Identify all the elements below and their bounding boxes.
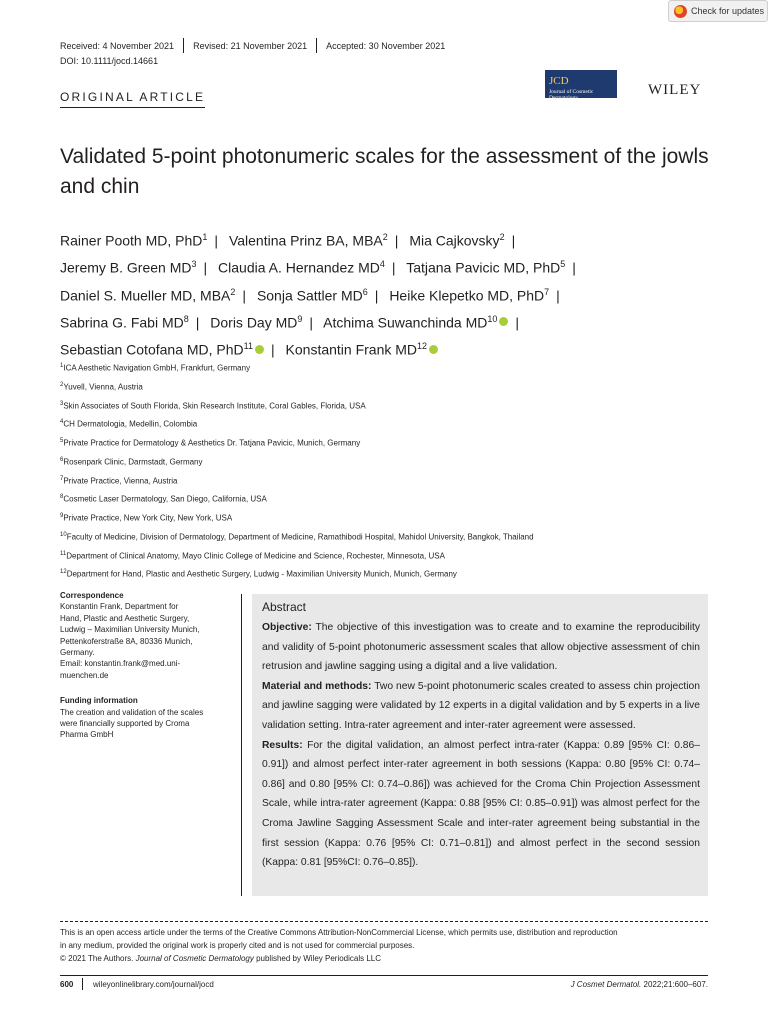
accepted-date: Accepted: 30 November 2021: [326, 40, 446, 51]
author-affiliation-marker: 7: [544, 286, 550, 297]
affiliation: [60, 546, 720, 565]
copyright-text: © 2021 The Authors.: [60, 954, 136, 963]
author-affiliation-marker: 10: [487, 313, 498, 324]
author-affiliation-marker: 11: [243, 341, 253, 351]
methods-label: Material and methods:: [262, 680, 372, 692]
affiliation-number: 12: [60, 569, 67, 576]
author: Mia Cajkovsky: [409, 232, 500, 249]
affiliation: [60, 489, 720, 508]
correspondence-line: Germany.: [60, 648, 95, 658]
affiliation-text: Department of Clinical Anatomy, Mayo Clinic College of Medicine and Science, Rochester, Minnesota, USA: [66, 551, 445, 561]
author: Rainer Pooth MD, PhD: [60, 232, 203, 249]
check-for-updates-label: Check for updates: [691, 6, 765, 16]
publisher-logo: WILEY: [648, 82, 702, 98]
license-divider: [60, 921, 708, 922]
orcid-icon[interactable]: [255, 345, 264, 354]
correspondence-line: muenchen.de: [60, 670, 109, 680]
affiliation: [60, 452, 720, 471]
affiliation-text: Private Practice, Vienna, Austria: [63, 476, 178, 486]
results-label: Results:: [262, 739, 303, 751]
author: Valentina Prinz BA, MBA: [228, 232, 383, 249]
date-divider: [183, 38, 184, 53]
author-affiliation-marker: 2: [230, 286, 236, 297]
author-list: Rainer Pooth MD, PhD$^1$ | Valentina Prinz BA, MBA$^2$ | Mia Cajkovsky$^2$ | Jeremy B. Green $MD^3$ | Claudia A. Hernandez $MD^4$ | Tatjana Pavicic MD, PhD$^5$ | Daniel S. Mueller MD, MBA$^2$ | Sonja Sattler $MD^6$ | Heike Klepetko MD, PhD$^7$ | Sabrina G. Fabi $MD^8$ | Doris Day $MD^9$ | Atchima Suwanchinda MD$^{10}$ | Sebastian Cotofana MD, PhD$^{11}$ | Konstantin Frank MD$^{12}$: [60, 232, 583, 358]
article-dates: [60, 38, 445, 53]
author-affiliation-marker: 4: [379, 259, 385, 270]
author-affiliation-marker: 6: [362, 286, 368, 297]
abstract-box: [252, 594, 708, 896]
orcid-icon[interactable]: [499, 317, 508, 326]
author: Jeremy B. Green MD: [60, 259, 192, 276]
affiliation: [60, 414, 720, 433]
revised-date: Revised: 21 November 2021: [193, 40, 308, 51]
author-affiliation-marker: 12: [417, 341, 428, 351]
affiliation: [60, 377, 720, 396]
sidebar-info: [60, 590, 235, 741]
author-affiliation-marker: 1: [202, 232, 208, 242]
author: Sonja Sattler MD: [256, 287, 363, 304]
correspondence-text: [60, 601, 235, 681]
author-affiliation-marker: 2: [499, 232, 505, 242]
affiliation: [60, 564, 720, 583]
author: Heike Klepetko MD, PhD: [389, 287, 545, 304]
objective-label: Objective:: [262, 622, 312, 633]
results-text: For the digital validation, an almost perfect intra-rater (Kappa: 0.89 [95% CI: 0.86–0.91]) and almost perfect inter-rater agreement in both sessions (Kappa: 0.80 [95% CI: 0.74–0.86] and 0.80 [95% CI: 0.74–0.86]) was achieved for the Croma Chin Projection Assessment Scale, while intra-rater agreement (Kappa: 0.88 [95% CI: 0.85–0.91]) was almost perfect for the Croma Jawline Sagging Assessment Scale and inter-rater agreement being substantial in the first session (Kappa: 0.76 [95% CI: 0.71–0.81]) and almost perfect in the second session (Kappa: 0.81 [95%CI: 0.76–0.85]).: [262, 739, 700, 869]
copyright-journal: Journal of Cosmetic Dermatology: [135, 954, 254, 963]
abstract-divider: [241, 594, 242, 896]
affiliation: [60, 358, 720, 377]
affiliation-text: Private Practice, New York City, New York, USA: [63, 513, 233, 523]
author-affiliation-marker: 5: [560, 259, 566, 270]
copyright-line: [60, 952, 710, 965]
author: Sebastian Cotofana MD, PhD: [60, 341, 244, 358]
funding-heading: Funding information: [60, 696, 138, 706]
affiliation-number: 10: [60, 531, 67, 538]
journal-logo-name: Journal of Cosmetic Dermatology: [549, 89, 594, 101]
objective-text: The objective of this investigation was to create and to examine the reproducibility and validity of 5-point photonumeric assessment scales that allow objective assessment of chin retrusion and jawline sagging using a digital and a live validation.: [262, 622, 700, 673]
author-affiliation-marker: 9: [297, 313, 303, 324]
methods-text: Two new 5-point photonumeric scales created to assess chin projection and jawline sagging were validated by 12 experts in a digital validation and by 5 experts in a live validation setting. Intra-rater agreement and inter-rater agreement were assessed.: [262, 680, 700, 731]
citation-journal: J Cosmet Dermatol.: [570, 980, 642, 989]
journal-logo: [545, 70, 617, 101]
affiliation-text: Rosenpark Clinic, Darmstadt, Germany: [63, 457, 203, 467]
funding-line: were financially supported by Croma: [60, 719, 190, 729]
license-line-2: in any medium, provided the original work is properly cited and is not used for commercial purposes.: [60, 941, 415, 950]
correspondence-line: Konstantin Frank, Department for: [60, 602, 179, 612]
abstract-results: [262, 736, 700, 873]
affiliation-list: [60, 358, 720, 583]
affiliation-number: 5: [60, 438, 64, 444]
author-affiliation-marker: 2: [382, 232, 388, 242]
article-type-label: ORIGINAL ARTICLE: [60, 90, 205, 108]
affiliation-text: ICA Aesthetic Navigation GmbH, Frankfurt, Germany: [63, 363, 251, 373]
affiliation-number: 1: [60, 363, 64, 369]
correspondence-line: Hand, Plastic and Aesthetic Surgery,: [60, 613, 190, 623]
affiliation-text: CH Dermatologia, Medellin, Colombia: [63, 419, 198, 429]
funding-line: The creation and validation of the scales: [60, 707, 204, 717]
citation: [571, 980, 708, 989]
affiliation: [60, 471, 720, 490]
correspondence-line: Email: konstantin.frank@med.uni-: [60, 659, 181, 669]
page-number-divider: [82, 978, 83, 990]
funding-line: Pharma GmbH: [60, 730, 114, 740]
journal-abbr: JCD: [549, 75, 569, 87]
funding-text: [60, 707, 235, 741]
affiliation-text: Skin Associates of South Florida, Skin Research Institute, Coral Gables, Florida, USA: [63, 401, 366, 411]
affiliation: [60, 508, 720, 527]
article-title: Validated 5-point photonumeric scales for the assessment of the jowls and chin: [60, 145, 709, 198]
author: Tatjana Pavicic MD, PhD: [406, 259, 561, 276]
affiliation-number: 8: [60, 494, 64, 501]
abstract-methods: [262, 677, 700, 736]
doi[interactable]: DOI: 10.1111/jocd.14661: [60, 56, 159, 66]
affiliation-number: 7: [60, 475, 64, 482]
author-affiliation-marker: 8: [183, 313, 189, 324]
date-divider: [316, 38, 317, 53]
check-for-updates-button[interactable]: [668, 0, 768, 22]
affiliation-number: 11: [60, 550, 67, 557]
journal-url[interactable]: wileyonlinelibrary.com/journal/jocd: [93, 980, 214, 989]
author: Claudia A. Hernandez MD: [218, 259, 380, 276]
correspondence-line: Ludwig – Maximilian University Munich,: [60, 625, 200, 635]
author: Daniel S. Mueller MD, MBA: [60, 287, 231, 304]
license-line-1: This is an open access article under the terms of the Creative Commons Attribution-NonCommercial License, which permits use, distribution and reproduction: [60, 928, 618, 937]
affiliation: [60, 396, 720, 415]
orcid-icon[interactable]: [429, 345, 438, 354]
abstract-objective: [262, 618, 700, 677]
footer-divider: [60, 975, 708, 976]
affiliation-number: 9: [60, 513, 64, 519]
affiliation-number: 3: [60, 400, 64, 407]
copyright-publisher: published by Wiley Periodicals LLC: [253, 954, 382, 963]
received-date: Received: 4 November 2021: [60, 40, 175, 51]
affiliation-text: Department for Hand, Plastic and Aesthetic Surgery, Ludwig - Maximilian University Munich, Munich, Germany: [66, 569, 457, 579]
crossmark-icon: [674, 5, 687, 18]
affiliation-number: 6: [60, 456, 64, 463]
author: Konstantin Frank MD: [285, 341, 418, 358]
affiliation-text: Private Practice for Dermatology & Aesthetics Dr. Tatjana Pavicic, Munich, Germany: [63, 438, 361, 448]
affiliation-text: Yuvell, Vienna, Austria: [63, 382, 143, 392]
correspondence-heading: Correspondence: [60, 591, 124, 600]
author: Atchima Suwanchinda MD: [323, 314, 488, 331]
citation-volume: 2022;21:600–607.: [641, 980, 708, 989]
affiliation-number: 2: [60, 381, 64, 388]
affiliation: [60, 433, 720, 452]
affiliation: [60, 527, 720, 546]
affiliation-text: Faculty of Medicine, Division of Dermatology, Department of Medicine, Ramathibodi Hospital, Mahidol University, Bangkok, Thailand: [66, 532, 534, 542]
author-affiliation-marker: 3: [191, 259, 197, 270]
correspondence-line: Pettenkoferstraße 8A, 80336 Munich,: [60, 636, 193, 646]
license-notice: [60, 926, 710, 965]
affiliation-number: 4: [60, 419, 64, 426]
affiliation-text: Cosmetic Laser Dermatology, San Diego, California, USA: [63, 494, 267, 504]
author: Doris Day MD: [210, 314, 298, 331]
page-number: 600: [60, 980, 74, 989]
abstract-heading: Abstract: [262, 600, 307, 614]
author: Sabrina G. Fabi MD: [60, 314, 184, 331]
